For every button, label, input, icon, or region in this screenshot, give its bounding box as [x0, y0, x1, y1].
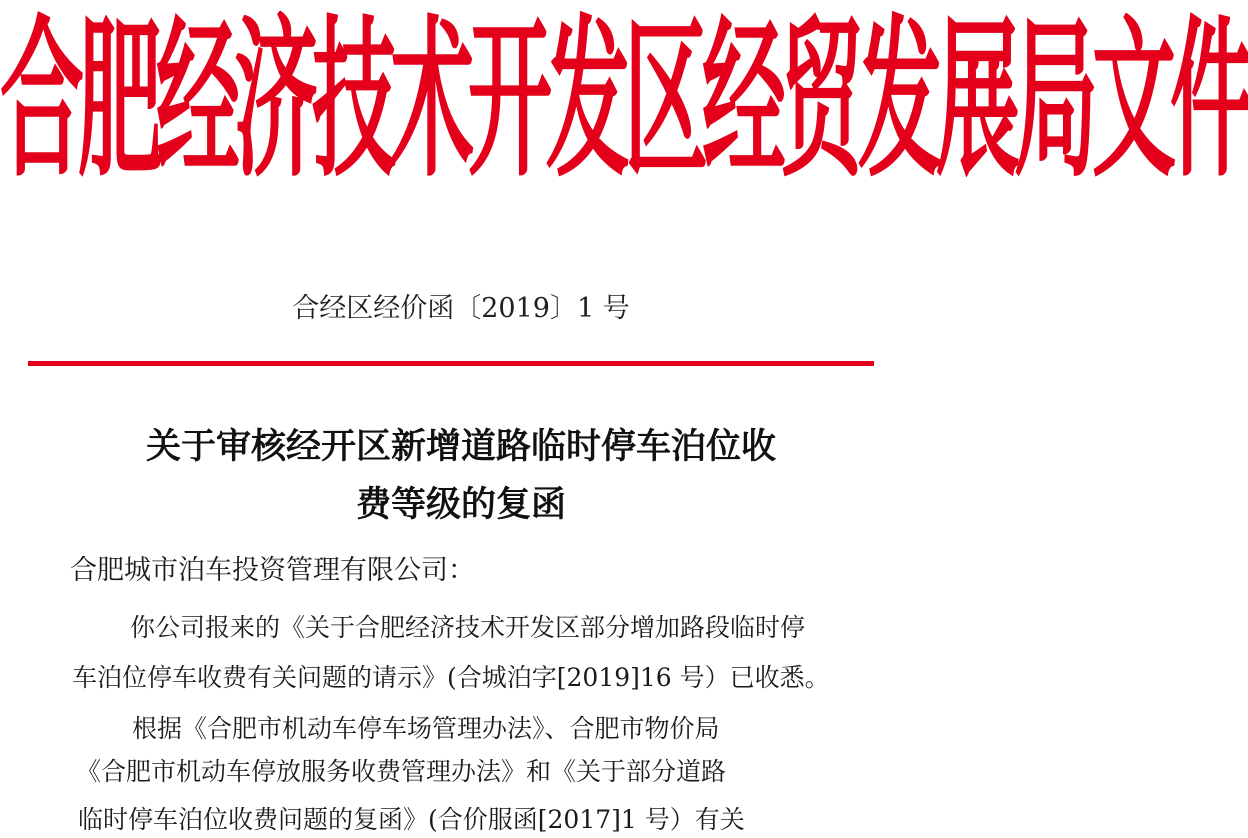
body-line-4: 《合肥市机动车停放服务收费管理办法》和《关于部分道路	[76, 757, 727, 786]
title-line-2: 费等级的复函	[355, 485, 566, 525]
body-line-1: 你公司报来的《关于合肥经济技术开发区部分增加路段临时停	[130, 613, 806, 642]
document-title	[60, 418, 862, 534]
body-line-5: 临时停车泊位收费问题的复函》(合价服函[2017]1 号）有关	[78, 805, 745, 834]
addressee: 合肥城市泊车投资管理有限公司：	[70, 555, 475, 586]
red-divider	[28, 361, 874, 366]
issuer-header: 合肥经济技术开发区经贸发展局文件	[0, 0, 1248, 201]
body-line-3: 根据《合肥市机动车停车场管理办法》、合肥市物价局	[132, 714, 720, 743]
title-line-1: 关于审核经开区新增道路临时停车泊位收	[145, 427, 776, 467]
document-number: 合经区经价函〔2019〕1 号	[292, 293, 630, 324]
body-line-2: 车泊位停车收费有关问题的请示》(合城泊字[2019]16 号）已收悉。	[72, 663, 830, 692]
